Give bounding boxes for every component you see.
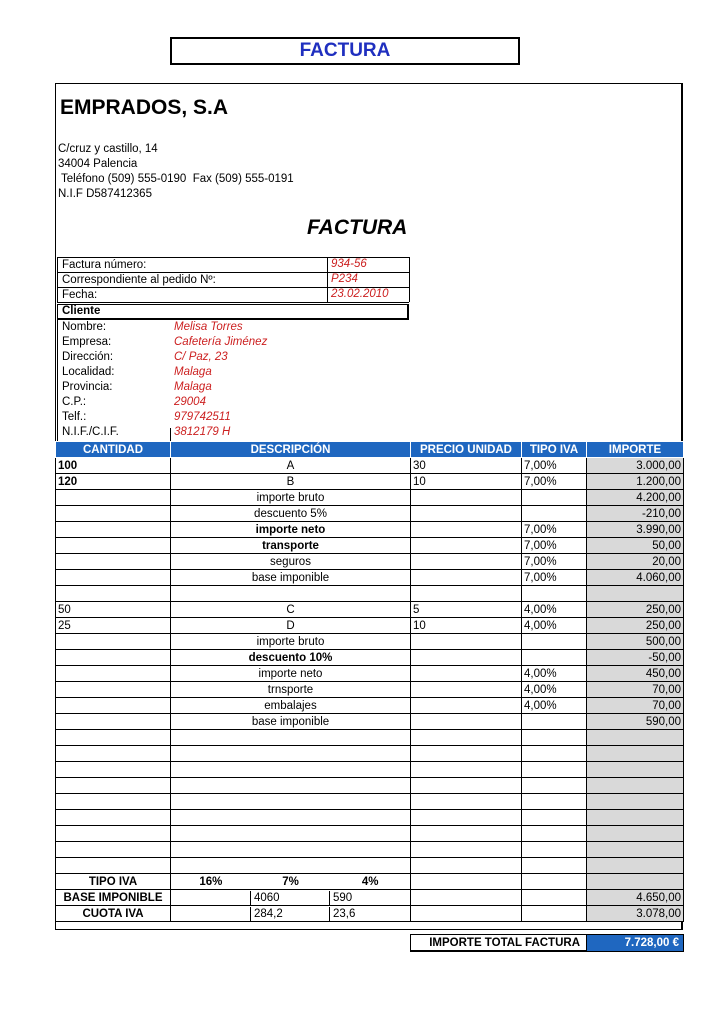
- invoice-date-label: Fecha:: [62, 289, 98, 301]
- table-row: [56, 762, 684, 778]
- item-quantity: [56, 682, 171, 698]
- client-field-label: C.P.:: [62, 396, 87, 408]
- item-iva-rate: [522, 762, 587, 778]
- client-field-value: Malaga: [174, 381, 212, 393]
- item-unit-price: [411, 714, 522, 730]
- divider: [57, 320, 58, 441]
- client-field-value: C/ Paz, 23: [174, 351, 228, 363]
- table-row: [56, 810, 684, 826]
- document-title: FACTURA: [170, 37, 520, 65]
- invoice-subtitle: FACTURA: [307, 216, 408, 239]
- item-quantity: [56, 538, 171, 554]
- header-importe: IMPORTE: [587, 442, 684, 458]
- item-amount: 20,00: [587, 554, 684, 570]
- item-quantity: [56, 762, 171, 778]
- item-unit-price: 10: [411, 618, 522, 634]
- rate-4: 4%: [361, 875, 379, 888]
- item-unit-price: 10: [411, 474, 522, 490]
- company-address: C/cruz y castillo, 14: [58, 143, 158, 155]
- rate-7: 7%: [282, 875, 299, 888]
- item-quantity: [56, 634, 171, 650]
- item-description: [171, 842, 411, 858]
- client-field-label: Provincia:: [62, 381, 113, 393]
- item-amount: -210,00: [587, 506, 684, 522]
- item-iva-rate: [522, 794, 587, 810]
- table-row: [56, 858, 684, 874]
- item-unit-price: [411, 794, 522, 810]
- summary-base-label: BASE IMPONIBLE: [56, 890, 171, 906]
- item-iva-rate: 4,00%: [522, 602, 587, 618]
- item-amount: [587, 810, 684, 826]
- item-amount: [587, 826, 684, 842]
- table-row: [56, 842, 684, 858]
- company-city: 34004 Palencia: [58, 158, 138, 170]
- summary-empty: [587, 874, 684, 890]
- item-quantity: [56, 490, 171, 506]
- table-row: [56, 666, 684, 682]
- item-iva-rate: 7,00%: [522, 522, 587, 538]
- item-unit-price: [411, 554, 522, 570]
- summary-empty: [411, 874, 522, 890]
- item-unit-price: [411, 586, 522, 602]
- item-iva-rate: [522, 746, 587, 762]
- item-description: [171, 746, 411, 762]
- spacer: [56, 935, 411, 952]
- base-7: 4060: [251, 891, 330, 905]
- table-row: [56, 554, 684, 570]
- table-row: [56, 778, 684, 794]
- summary-empty: [411, 906, 522, 922]
- item-description: A: [171, 458, 411, 474]
- item-iva-rate: 7,00%: [522, 554, 587, 570]
- item-amount: 70,00: [587, 682, 684, 698]
- item-iva-rate: 4,00%: [522, 618, 587, 634]
- divider: [57, 257, 58, 302]
- item-description: importe bruto: [171, 490, 411, 506]
- item-unit-price: [411, 682, 522, 698]
- base-16: [171, 891, 251, 905]
- item-quantity: [56, 554, 171, 570]
- order-number-label: Correspondiente al pedido Nº:: [62, 274, 216, 286]
- item-quantity: [56, 858, 171, 874]
- item-amount: 4.200,00: [587, 490, 684, 506]
- item-description: importe neto: [171, 522, 411, 538]
- item-unit-price: [411, 746, 522, 762]
- summary-empty: [411, 890, 522, 906]
- item-unit-price: 5: [411, 602, 522, 618]
- item-description: descuento 5%: [171, 506, 411, 522]
- item-description: transporte: [171, 538, 411, 554]
- item-iva-rate: [522, 586, 587, 602]
- item-amount: 50,00: [587, 538, 684, 554]
- item-amount: [587, 746, 684, 762]
- summary-cuota-values: [171, 906, 411, 922]
- item-amount: [587, 858, 684, 874]
- client-field-label: Localidad:: [62, 366, 115, 378]
- item-unit-price: [411, 730, 522, 746]
- table-row: [56, 570, 684, 586]
- item-iva-rate: [522, 778, 587, 794]
- item-iva-rate: 7,00%: [522, 474, 587, 490]
- order-number-value: P234: [331, 273, 358, 285]
- client-field-label: Dirección:: [62, 351, 114, 363]
- item-unit-price: [411, 490, 522, 506]
- item-iva-rate: 4,00%: [522, 682, 587, 698]
- item-iva-rate: [522, 714, 587, 730]
- cuota-4: 23,6: [333, 907, 356, 920]
- item-iva-rate: [522, 826, 587, 842]
- item-amount: 70,00: [587, 698, 684, 714]
- item-amount: 450,00: [587, 666, 684, 682]
- item-unit-price: [411, 778, 522, 794]
- item-iva-rate: 4,00%: [522, 698, 587, 714]
- table-row: [56, 794, 684, 810]
- table-row: [56, 650, 684, 666]
- total-label: IMPORTE TOTAL FACTURA: [411, 935, 587, 952]
- item-quantity: [56, 842, 171, 858]
- item-unit-price: [411, 810, 522, 826]
- item-amount: [587, 762, 684, 778]
- divider: [409, 257, 410, 302]
- item-amount: 500,00: [587, 634, 684, 650]
- item-iva-rate: [522, 634, 587, 650]
- item-quantity: [56, 506, 171, 522]
- client-field-value: 29004: [174, 396, 206, 408]
- item-amount: 590,00: [587, 714, 684, 730]
- company-name: EMPRADOS, S.A: [60, 96, 229, 119]
- base-4: 590: [333, 891, 353, 904]
- item-description: C: [171, 602, 411, 618]
- item-description: [171, 810, 411, 826]
- rate-16: 16%: [199, 875, 223, 888]
- item-unit-price: [411, 666, 522, 682]
- client-field-value: 979742511: [174, 411, 231, 423]
- item-unit-price: [411, 698, 522, 714]
- item-amount: [587, 794, 684, 810]
- summary-base-total: 4.650,00: [587, 890, 684, 906]
- divider: [170, 428, 171, 441]
- item-description: [171, 762, 411, 778]
- table-row: [56, 522, 684, 538]
- total-value: 7.728,00 €: [587, 935, 684, 952]
- header-cantidad: CANTIDAD: [56, 442, 171, 458]
- item-description: [171, 858, 411, 874]
- item-unit-price: 30: [411, 458, 522, 474]
- table-row: [56, 618, 684, 634]
- table-row: [56, 602, 684, 618]
- item-quantity: [56, 826, 171, 842]
- summary-cuota-label: CUOTA IVA: [56, 906, 171, 922]
- table-row: [56, 634, 684, 650]
- item-quantity: 25: [56, 618, 171, 634]
- item-quantity: [56, 698, 171, 714]
- item-iva-rate: 7,00%: [522, 538, 587, 554]
- table-row: [56, 746, 684, 762]
- summary-empty: [522, 906, 587, 922]
- item-quantity: [56, 730, 171, 746]
- item-unit-price: [411, 570, 522, 586]
- item-amount: [587, 842, 684, 858]
- divider: [57, 302, 409, 303]
- invoice-number-label: Factura número:: [62, 259, 147, 271]
- header-tipo-iva: TIPO IVA: [522, 442, 587, 458]
- item-description: trnsporte: [171, 682, 411, 698]
- client-field-label: Empresa:: [62, 336, 112, 348]
- item-quantity: [56, 714, 171, 730]
- header-precio-unidad: PRECIO UNIDAD: [411, 442, 522, 458]
- item-iva-rate: 7,00%: [522, 458, 587, 474]
- item-iva-rate: 7,00%: [522, 570, 587, 586]
- summary-cuota-total: 3.078,00: [587, 906, 684, 922]
- item-amount: 1.200,00: [587, 474, 684, 490]
- item-description: [171, 826, 411, 842]
- table-row: [56, 826, 684, 842]
- item-quantity: [56, 650, 171, 666]
- item-description: importe neto: [171, 666, 411, 682]
- item-amount: -50,00: [587, 650, 684, 666]
- cuota-7: 284,2: [251, 907, 330, 921]
- table-row: [56, 730, 684, 746]
- item-description: [171, 794, 411, 810]
- summary-tipo-label: TIPO IVA: [56, 874, 171, 890]
- company-nif: N.I.F D587412365: [58, 188, 152, 200]
- item-amount: [587, 730, 684, 746]
- summary-empty: [522, 890, 587, 906]
- item-quantity: [56, 570, 171, 586]
- item-amount: 4.060,00: [587, 570, 684, 586]
- item-description: descuento 10%: [171, 650, 411, 666]
- item-quantity: 100: [56, 458, 171, 474]
- item-quantity: [56, 810, 171, 826]
- item-description: base imponible: [171, 570, 411, 586]
- items-table: [55, 441, 684, 952]
- cuota-16: [171, 907, 251, 921]
- item-quantity: [56, 522, 171, 538]
- item-unit-price: [411, 506, 522, 522]
- item-quantity: [56, 746, 171, 762]
- item-unit-price: [411, 762, 522, 778]
- item-quantity: [56, 666, 171, 682]
- client-heading-box: [57, 304, 409, 320]
- item-iva-rate: 4,00%: [522, 666, 587, 682]
- item-iva-rate: [522, 730, 587, 746]
- table-row: [56, 474, 684, 490]
- invoice-date-value: 23.02.2010: [331, 288, 389, 300]
- item-quantity: 50: [56, 602, 171, 618]
- divider: [327, 257, 328, 302]
- client-field-label: Nombre:: [62, 321, 107, 333]
- client-field-value: Malaga: [174, 366, 212, 378]
- summary-base-values: [171, 890, 411, 906]
- item-unit-price: [411, 842, 522, 858]
- item-description: [171, 730, 411, 746]
- item-description: B: [171, 474, 411, 490]
- item-description: D: [171, 618, 411, 634]
- client-field-label: Telf.:: [62, 411, 87, 423]
- header-descripcion: DESCRIPCIÓN: [171, 442, 411, 458]
- item-unit-price: [411, 650, 522, 666]
- item-amount: 3.000,00: [587, 458, 684, 474]
- summary-empty: [522, 874, 587, 890]
- item-description: seguros: [171, 554, 411, 570]
- item-unit-price: [411, 634, 522, 650]
- client-field-label: N.I.F./C.I.F.: [62, 426, 119, 438]
- table-row: [56, 458, 684, 474]
- item-iva-rate: [522, 858, 587, 874]
- item-unit-price: [411, 522, 522, 538]
- item-unit-price: [411, 538, 522, 554]
- table-row: [56, 682, 684, 698]
- item-iva-rate: [522, 810, 587, 826]
- item-amount: 3.990,00: [587, 522, 684, 538]
- item-iva-rate: [522, 842, 587, 858]
- table-row: [56, 506, 684, 522]
- item-amount: 250,00: [587, 618, 684, 634]
- company-phone: Teléfono (509) 555-0190 Fax (509) 555-0191: [58, 173, 294, 185]
- client-field-value: Melisa Torres: [174, 321, 243, 333]
- item-description: embalajes: [171, 698, 411, 714]
- item-amount: 250,00: [587, 602, 684, 618]
- item-amount: [587, 586, 684, 602]
- item-description: base imponible: [171, 714, 411, 730]
- client-heading: Cliente: [62, 305, 101, 317]
- item-iva-rate: [522, 490, 587, 506]
- table-row: [56, 586, 684, 602]
- item-quantity: [56, 794, 171, 810]
- item-iva-rate: [522, 506, 587, 522]
- summary-rates: [171, 874, 411, 890]
- item-quantity: [56, 586, 171, 602]
- client-field-value: 3812179 H: [174, 426, 231, 438]
- item-quantity: 120: [56, 474, 171, 490]
- item-description: [171, 586, 411, 602]
- table-row: [56, 714, 684, 730]
- item-unit-price: [411, 826, 522, 842]
- item-description: importe bruto: [171, 634, 411, 650]
- item-description: [171, 778, 411, 794]
- table-row: [56, 490, 684, 506]
- client-field-value: Cafetería Jiménez: [174, 336, 268, 348]
- invoice-number-value: 934-56: [331, 258, 367, 270]
- table-row: [56, 698, 684, 714]
- item-quantity: [56, 778, 171, 794]
- spacer: [56, 922, 684, 935]
- item-amount: [587, 778, 684, 794]
- item-unit-price: [411, 858, 522, 874]
- table-row: [56, 538, 684, 554]
- item-iva-rate: [522, 650, 587, 666]
